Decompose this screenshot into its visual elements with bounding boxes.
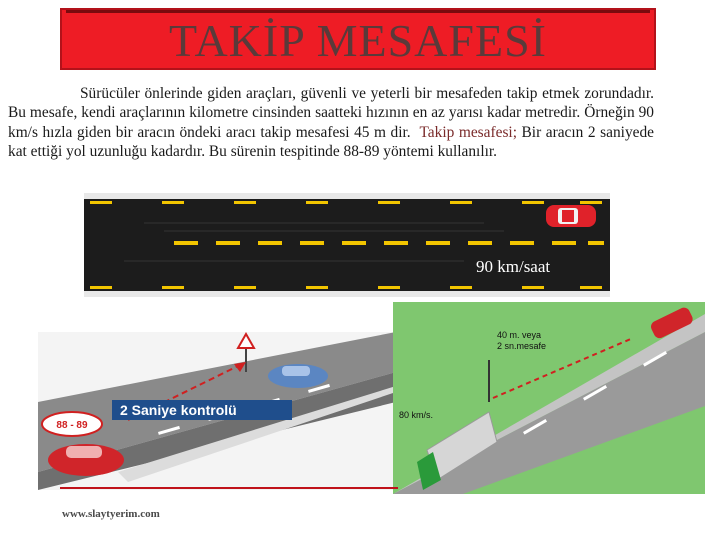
distance-label-line2: 2 sn.mesafe xyxy=(497,341,547,351)
truck-speed-label: 80 km/s. xyxy=(399,410,434,420)
distance-label-line1: 40 m. veya xyxy=(497,330,542,340)
control-label: 2 Saniye kontrolü xyxy=(120,402,237,418)
red-car-icon xyxy=(546,205,596,227)
footer-url: www.slaytyerim.com xyxy=(62,508,160,520)
body-paragraph xyxy=(8,84,654,161)
road-illustration xyxy=(84,193,610,297)
footer-divider xyxy=(60,487,398,489)
truck-distance-illustration xyxy=(393,302,705,494)
paragraph-part2: Bir aracın 2 saniyede kat ettiği yol uzunluğu kadardır. Bu sürenin tespitinde 88-89 yöntemi kullanılır. xyxy=(8,123,654,160)
red-car-icon xyxy=(48,444,124,476)
paragraph-part1: Sürücüler önlerinde giden araçları, güvenli ve yeterli bir mesafeden takip etmek zorundadır. Bu mesafe, kendi araçlarının kilometre cinsinden saatteki hızının en az yarısı kadar metredir. Örneğin 90 km/s hızla giden bir aracın öndeki aracı takip mesafesi 45 m dir. xyxy=(8,85,654,141)
paragraph-highlight: Takip mesafesi; xyxy=(419,123,517,141)
blue-car-icon xyxy=(268,364,328,388)
sign-88-89 xyxy=(42,412,102,436)
road-speed-label: 90 km/saat xyxy=(476,257,551,276)
two-second-control-illustration xyxy=(38,332,396,490)
slide-title: TAKİP MESAFESİ xyxy=(169,15,547,66)
title-banner xyxy=(60,8,656,70)
sign-88-89-label: 88 - 89 xyxy=(56,420,88,431)
